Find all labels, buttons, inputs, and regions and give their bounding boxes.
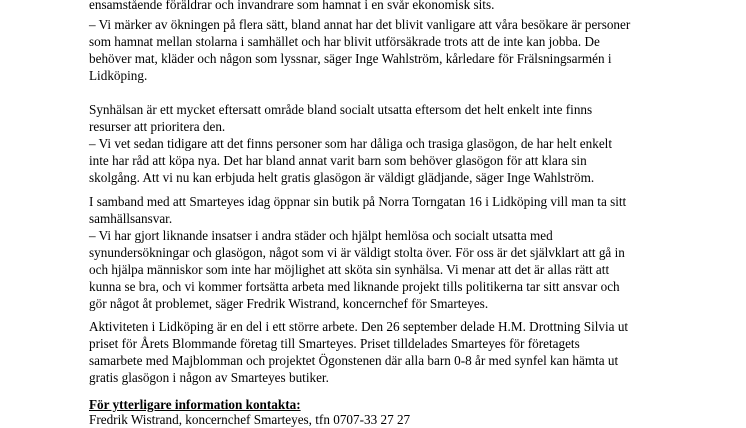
text-line: – Vi vet sedan tidigare att det finns personer som har dåliga och trasiga glasögon, de har helt enkelt xyxy=(89,136,613,151)
contact-line: Fredrik Wistrand, koncernchef Smarteyes, tfn 0707-33 27 27 xyxy=(89,412,411,427)
text-line: gör något åt problemet, säger Fredrik Wistrand, koncernchef för Smarteyes. xyxy=(89,296,489,311)
text-line: kunna se bra, och vi kommer fortsätta arbeta med liknande projekt tills politikerna tar sitt ansvar och xyxy=(89,279,620,294)
text-line: Aktiviteten i Lidköping är en del i ett större arbete. Den 26 september delade H.M. Drottning Silvia ut xyxy=(89,319,629,334)
text-line: – Vi har gjort liknande insatser i andra städer och hjälpt hemlösa och socialt utsatta med xyxy=(89,228,553,243)
text-line: behöver mat, kläder och någon som lyssnar, säger Inge Wahlström, kårledare för Frälsningsarmén i xyxy=(89,51,612,66)
text-line: Synhälsan är ett mycket eftersatt område bland socialt utsatta eftersom det helt enkelt inte finns xyxy=(89,102,593,117)
text-line: gratis glasögon i någon av Smarteyes butiker. xyxy=(89,370,329,385)
contact-heading: För ytterligare information kontakta: xyxy=(89,397,301,412)
text-line: skolgång. Att vi nu kan erbjuda helt gratis glasögon är väldigt glädjande, säger Inge Wahlström. xyxy=(89,170,595,185)
text-line: I samband med att Smarteyes idag öppnar sin butik på Norra Torngatan 16 i Lidköping vill man ta sitt xyxy=(89,194,627,209)
text-line: samhällsansvar. xyxy=(89,211,173,226)
text-line: ensamstående föräldrar och invandrare som hamnat i en svår ekonomisk sits. xyxy=(89,0,495,12)
text-line: samarbete med Majblomman och projektet Ögonstenen där alla barn 0-8 år med synfel kan hämta ut xyxy=(89,353,619,368)
text-line: priset för Årets Blommande företag till Smarteyes. Priset tilldelades Smarteyes för företagets xyxy=(89,336,580,351)
text-line: resurser att prioritera den. xyxy=(89,119,226,134)
text-line: – Vi märker av ökningen på flera sätt, bland annat har det blivit vanligare att våra besökare är personer xyxy=(89,17,631,32)
text-line: och hjälpa människor som inte har möjlighet att sköta sin synhälsa. Vi menar att det är allas rätt att xyxy=(89,262,610,277)
text-line: Lidköping. xyxy=(89,68,148,83)
text-line: synundersökningar och glasögon, något som vi är väldigt stolta över. För oss är det självklart att gå in xyxy=(89,245,625,260)
text-line: inte har råd att köpa nya. Det har bland annat varit barn som behöver glasögon för att klara sin xyxy=(89,153,587,168)
text-line: som hamnat mellan stolarna i samhället och har blivit utförsäkrade trots att de inte kan jobba. De xyxy=(89,34,600,49)
